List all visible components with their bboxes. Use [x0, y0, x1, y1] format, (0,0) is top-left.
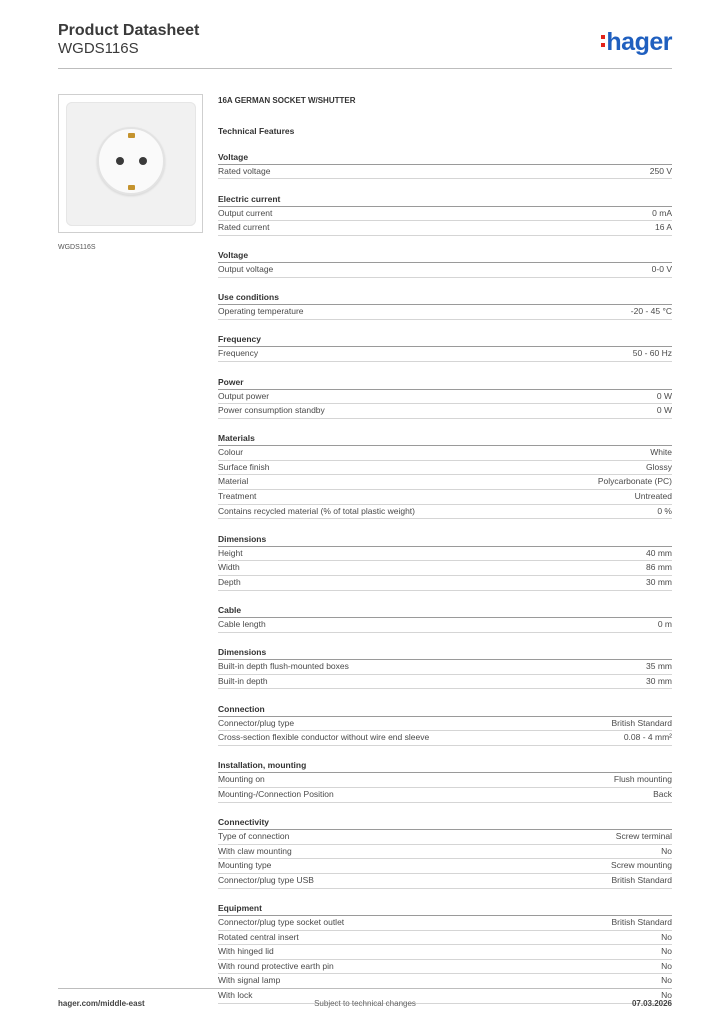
footer-website[interactable]: hager.com/middle-east	[58, 999, 145, 1008]
section-heading: Frequency	[218, 333, 672, 347]
spec-value: British Standard	[611, 917, 672, 928]
spec-label: Operating temperature	[218, 306, 304, 317]
spec-row	[218, 576, 672, 591]
spec-value: 30 mm	[646, 576, 672, 587]
spec-label: Type of connection	[218, 831, 290, 842]
footer-notice: Subject to technical changes	[314, 999, 416, 1008]
socket-outlet	[97, 127, 165, 195]
spec-row	[218, 618, 672, 633]
section-heading: Use conditions	[218, 291, 672, 305]
hager-logo	[601, 28, 672, 57]
spec-value: White	[650, 447, 672, 458]
spec-section	[218, 533, 672, 591]
spec-label: Cross-section flexible conductor without wire end sleeve	[218, 732, 430, 743]
spec-row	[218, 347, 672, 362]
spec-label: Width	[218, 562, 240, 573]
pin-hole-right	[139, 157, 147, 165]
spec-section	[218, 376, 672, 419]
spec-row	[218, 404, 672, 419]
spec-label: Contains recycled material (% of total plastic weight)	[218, 505, 415, 516]
spec-section	[218, 646, 672, 689]
spec-label: Depth	[218, 576, 241, 587]
spec-row	[218, 207, 672, 222]
spec-label: Surface finish	[218, 461, 270, 472]
spec-value: Untreated	[634, 491, 672, 502]
footer-date: 07.03.2026	[631, 999, 672, 1008]
spec-label: Connector/plug type USB	[218, 874, 314, 885]
spec-value: 0.08 - 4 mm²	[623, 732, 672, 743]
spec-row	[218, 446, 672, 461]
spec-value: 40 mm	[646, 547, 672, 558]
spec-label: Connector/plug type	[218, 717, 295, 728]
spec-label: With lock	[218, 990, 253, 1000]
spec-row	[218, 830, 672, 845]
spec-value: Screw terminal	[615, 831, 672, 842]
section-heading: Electric current	[218, 193, 672, 207]
spec-section	[218, 432, 672, 519]
page-header	[58, 22, 672, 69]
spec-row	[218, 461, 672, 476]
spec-value: 250 V	[649, 165, 672, 176]
spec-value: 0 W	[656, 405, 672, 416]
spec-row	[218, 561, 672, 576]
spec-label: Rated voltage	[218, 165, 271, 176]
spec-label: Connector/plug type socket outlet	[218, 917, 345, 928]
spec-row	[218, 845, 672, 860]
spec-value: 16 A	[654, 222, 672, 233]
spec-row	[218, 505, 672, 520]
spec-value: No	[661, 990, 672, 1000]
earth-clip-top	[128, 133, 135, 138]
spec-value: Polycarbonate (PC)	[597, 476, 672, 487]
spec-value: No	[661, 931, 672, 942]
spec-value: 86 mm	[646, 562, 672, 573]
section-heading: Equipment	[218, 902, 672, 916]
spec-value: No	[661, 946, 672, 957]
logo-text: hager	[606, 28, 672, 56]
section-heading: Power	[218, 376, 672, 390]
spec-label: Rated current	[218, 222, 270, 233]
earth-clip-bottom	[128, 185, 135, 190]
spec-label: Cable length	[218, 619, 266, 629]
spec-section	[218, 249, 672, 278]
spec-label: Height	[218, 547, 243, 558]
spec-label: Frequency	[218, 348, 259, 359]
spec-label: Colour	[218, 447, 244, 458]
spec-row	[218, 221, 672, 236]
section-heading: Voltage	[218, 151, 672, 165]
spec-row	[218, 931, 672, 946]
spec-row	[218, 859, 672, 874]
spec-value: 0 %	[657, 505, 672, 516]
spec-value: British Standard	[611, 874, 672, 885]
german-socket-image	[66, 102, 196, 226]
spec-row	[218, 731, 672, 746]
spec-row	[218, 475, 672, 490]
spec-label: Output voltage	[218, 264, 274, 275]
spec-label: Mounting on	[218, 774, 265, 785]
spec-row	[218, 675, 672, 690]
pin-hole-left	[116, 157, 124, 165]
spec-row	[218, 660, 672, 675]
spec-row	[218, 717, 672, 732]
spec-label: Treatment	[218, 491, 257, 502]
page-footer	[58, 999, 672, 1011]
document-title: Product Datasheet	[58, 22, 200, 39]
spec-value: 0-0 V	[651, 264, 672, 275]
spec-row	[218, 165, 672, 180]
technical-features-title: Technical Features	[218, 126, 295, 136]
spec-row	[218, 945, 672, 960]
spec-label: Built-in depth	[218, 675, 268, 686]
spec-label: Rotated central insert	[218, 931, 299, 942]
section-heading: Materials	[218, 432, 672, 446]
spec-row	[218, 490, 672, 505]
spec-value: Flush mounting	[613, 774, 672, 785]
image-caption: WGDS116S	[58, 244, 96, 251]
spec-row	[218, 263, 672, 278]
spec-label: With signal lamp	[218, 975, 281, 986]
spec-row	[218, 773, 672, 788]
spec-section	[218, 193, 672, 236]
spec-value: No	[661, 960, 672, 971]
spec-value: 30 mm	[646, 675, 672, 686]
header-divider	[58, 68, 672, 69]
spec-label: With claw mounting	[218, 845, 292, 856]
spec-value: No	[661, 845, 672, 856]
spec-row	[218, 305, 672, 320]
section-heading: Dimensions	[218, 533, 672, 547]
spec-section	[218, 759, 672, 802]
section-heading: Connectivity	[218, 816, 672, 830]
spec-value: No	[661, 975, 672, 986]
spec-value: British Standard	[611, 717, 672, 728]
spec-value: 0 m	[657, 619, 672, 629]
spec-label: With hinged lid	[218, 946, 274, 957]
spec-label: Output current	[218, 207, 273, 218]
spec-section	[218, 816, 672, 888]
spec-value: -20 - 45 °C	[630, 306, 672, 317]
spec-label: Material	[218, 476, 249, 487]
spec-label: Built-in depth flush-mounted boxes	[218, 661, 349, 672]
spec-label: Mounting type	[218, 860, 272, 871]
section-heading: Dimensions	[218, 646, 672, 660]
spec-row	[218, 874, 672, 889]
spec-section	[218, 291, 672, 320]
spec-content	[218, 95, 672, 1004]
spec-value: 50 - 60 Hz	[632, 348, 672, 359]
product-name: 16A GERMAN SOCKET W/SHUTTER	[218, 96, 356, 105]
spec-row	[218, 547, 672, 562]
document-subtitle: WGDS116S	[58, 40, 139, 57]
spec-sections	[218, 151, 672, 1004]
spec-value: 35 mm	[646, 661, 672, 672]
section-heading: Voltage	[218, 249, 672, 263]
spec-section	[218, 333, 672, 362]
spec-row	[218, 960, 672, 975]
spec-label: Mounting-/Connection Position	[218, 789, 334, 800]
spec-value: Back	[653, 789, 672, 800]
product-image-frame	[58, 94, 203, 233]
spec-row	[218, 974, 672, 989]
spec-row	[218, 788, 672, 803]
section-heading: Connection	[218, 703, 672, 717]
spec-value: Glossy	[646, 461, 672, 472]
spec-row	[218, 390, 672, 405]
spec-section	[218, 151, 672, 180]
spec-label: With round protective earth pin	[218, 960, 334, 971]
spec-value: Screw mounting	[611, 860, 672, 871]
section-heading: Installation, mounting	[218, 759, 672, 773]
footer-divider	[58, 988, 672, 989]
section-heading: Cable	[218, 604, 672, 618]
spec-label: Output power	[218, 390, 270, 401]
spec-row	[218, 916, 672, 931]
spec-value: 0 W	[656, 390, 672, 401]
spec-section	[218, 604, 672, 633]
spec-section	[218, 703, 672, 746]
spec-value: 0 mA	[652, 207, 672, 218]
spec-label: Power consumption standby	[218, 405, 325, 416]
